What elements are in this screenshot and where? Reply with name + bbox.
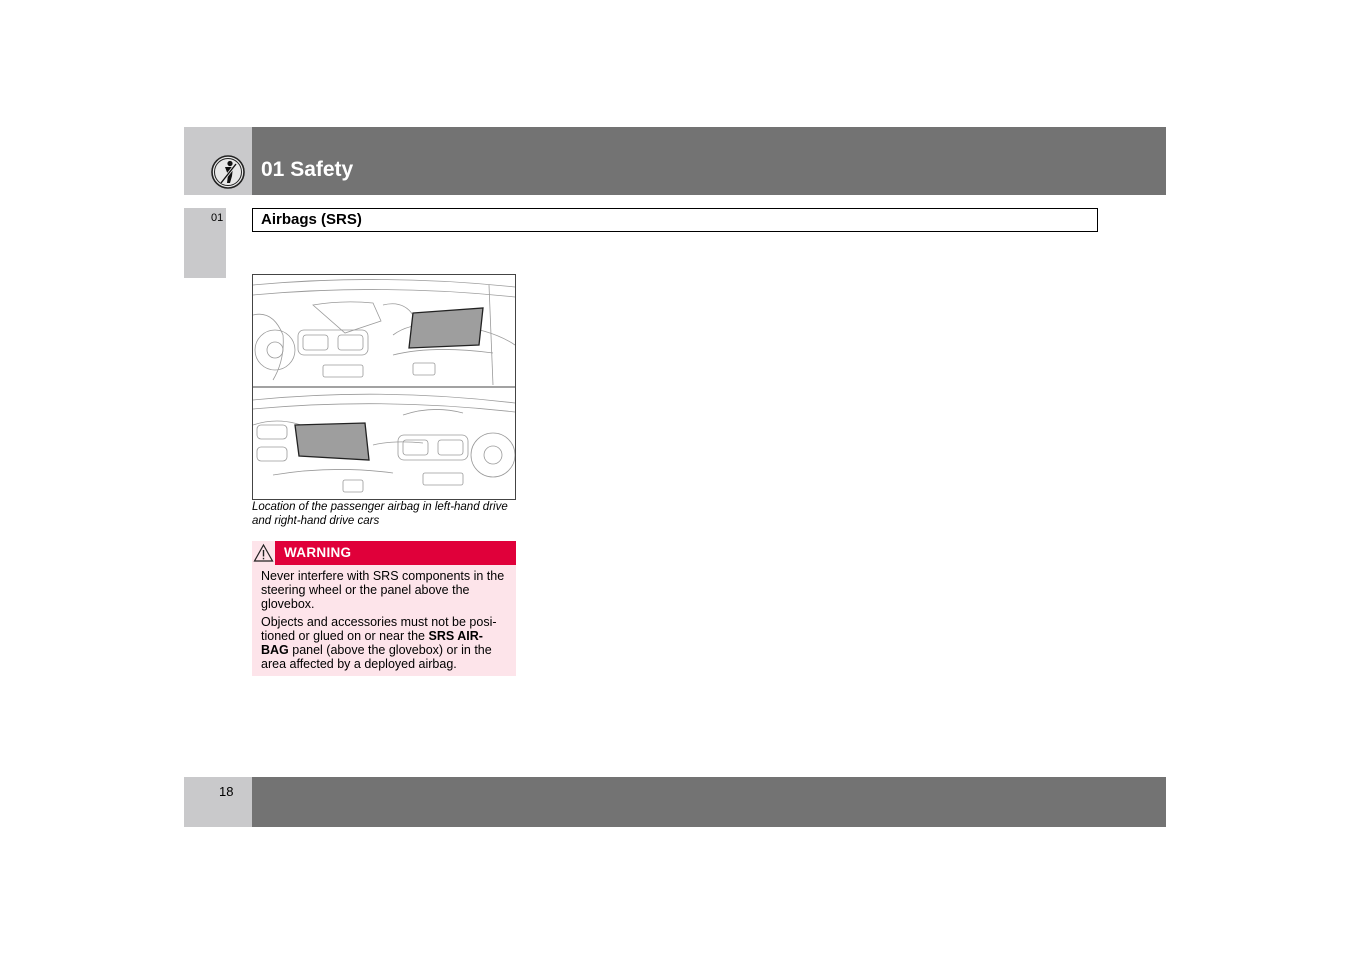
- header-bar: [252, 127, 1166, 195]
- figure-caption: Location of the passenger airbag in left-hand drive and right-hand drive cars: [252, 501, 508, 527]
- section-title-box: [252, 208, 1098, 232]
- right-hand-drive-dashboard: [253, 394, 515, 492]
- page-number: 18: [219, 784, 234, 799]
- section-title: Airbags (SRS): [261, 211, 362, 228]
- warning-paragraph-1: Never interfere with SRS components in the steering wheel or the panel above the glovebox.: [261, 569, 505, 611]
- airbag-panel-rhd: [295, 423, 369, 460]
- warning-text: [261, 569, 511, 675]
- footer-bar: [252, 777, 1166, 827]
- warning-triangle-icon: [253, 543, 274, 563]
- airbag-panel-lhd: [409, 308, 483, 348]
- airbag-location-illustration: [252, 274, 516, 500]
- seatbelt-person-icon: [210, 154, 246, 190]
- footer-tab: [184, 777, 252, 827]
- warning-paragraph-2: Objects and accessories must not be posi-tioned or glued on or near the SRS AIR- BAG panel (above the glovebox) or in the area affected by a deployed airbag.: [261, 615, 497, 671]
- chapter-number: 01: [211, 212, 224, 224]
- warning-title: WARNING: [284, 545, 352, 560]
- chapter-title: 01 Safety: [261, 158, 354, 181]
